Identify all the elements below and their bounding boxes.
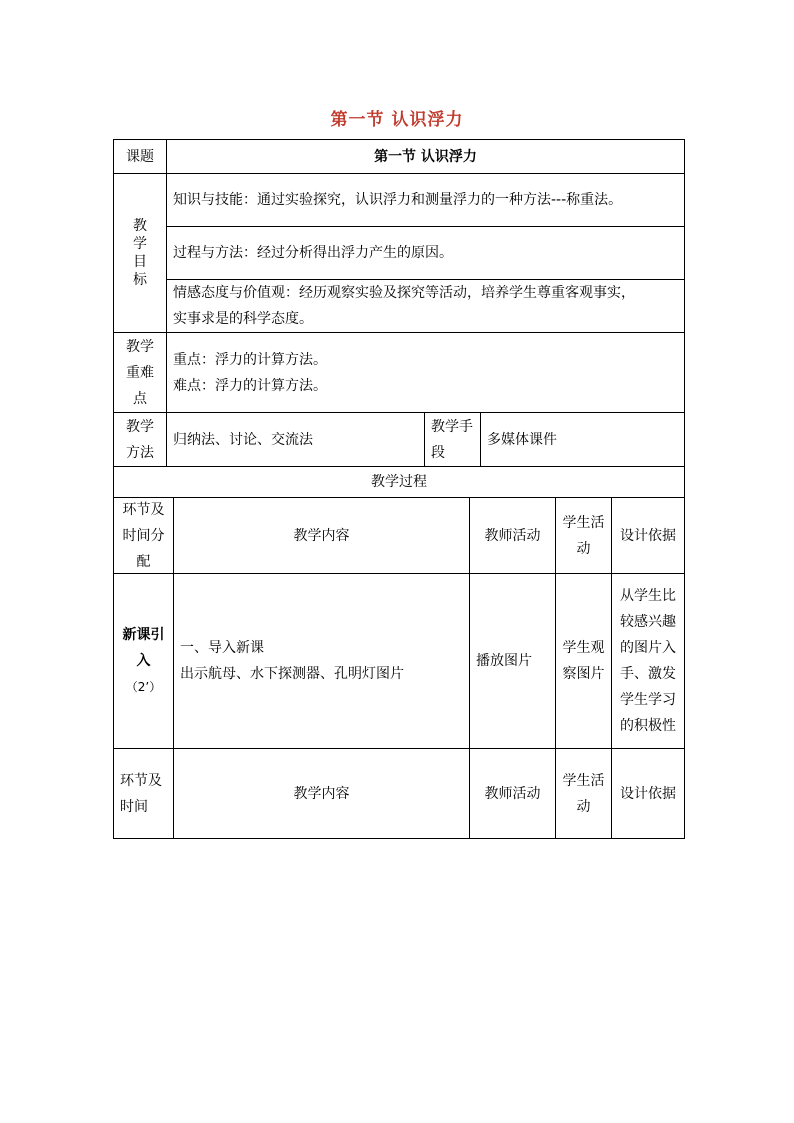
process-title: 教学过程 <box>371 474 427 490</box>
intro-basis: 从学生比 较感兴趣 的图片入 手、激发 学生学习 的积极性 <box>620 588 676 734</box>
goal-process: 过程与方法：经过分析得出浮力产生的原因。 <box>173 245 453 261</box>
header2-teacher: 教师活动 <box>484 785 541 802</box>
header-teacher: 教师活动 <box>484 527 541 544</box>
header-student: 学生活 动 <box>562 514 605 557</box>
header2-stage: 环节及 时间 <box>120 772 162 815</box>
intro-content: 一、导入新课 出示航母、水下探测器、孔明灯图片 <box>180 640 404 682</box>
header-stage: 环节及 时间分 配 <box>122 501 165 570</box>
page-title: 第一节 认识浮力 <box>330 110 464 130</box>
goal-knowledge: 知识与技能：通过实验探究，认识浮力和测量浮力的一种方法---称重法。 <box>173 192 623 208</box>
goal-emotion: 情感态度与价值观：经历观察实验及探究等活动，培养学生尊重客观事实， 实事求是的科学态度。 <box>173 285 635 327</box>
methods-label: 教学 方法 <box>126 418 154 461</box>
header2-basis: 设计依据 <box>620 785 676 802</box>
header-basis: 设计依据 <box>620 527 676 544</box>
means-label: 教学手 段 <box>431 418 473 461</box>
header-content: 教学内容 <box>293 527 350 544</box>
intro-student: 学生观 察图片 <box>562 640 605 682</box>
keypoints-label: 教学 重难 点 <box>126 338 154 407</box>
methods-value: 归纳法、讨论、交流法 <box>173 431 313 448</box>
intro-stage: 新课引 入 （2’） <box>122 627 165 694</box>
topic-value: 第一节 认识浮力 <box>374 148 477 165</box>
intro-teacher: 播放图片 <box>476 653 532 669</box>
means-value: 多媒体课件 <box>487 431 557 448</box>
keypoints-content: 重点：浮力的计算方法。 难点：浮力的计算方法。 <box>173 351 327 394</box>
header2-content: 教学内容 <box>293 785 350 802</box>
topic-label: 课题 <box>126 148 154 165</box>
header2-student: 学生活 动 <box>562 772 605 815</box>
goals-label: 教 学 目 标 <box>133 218 147 288</box>
